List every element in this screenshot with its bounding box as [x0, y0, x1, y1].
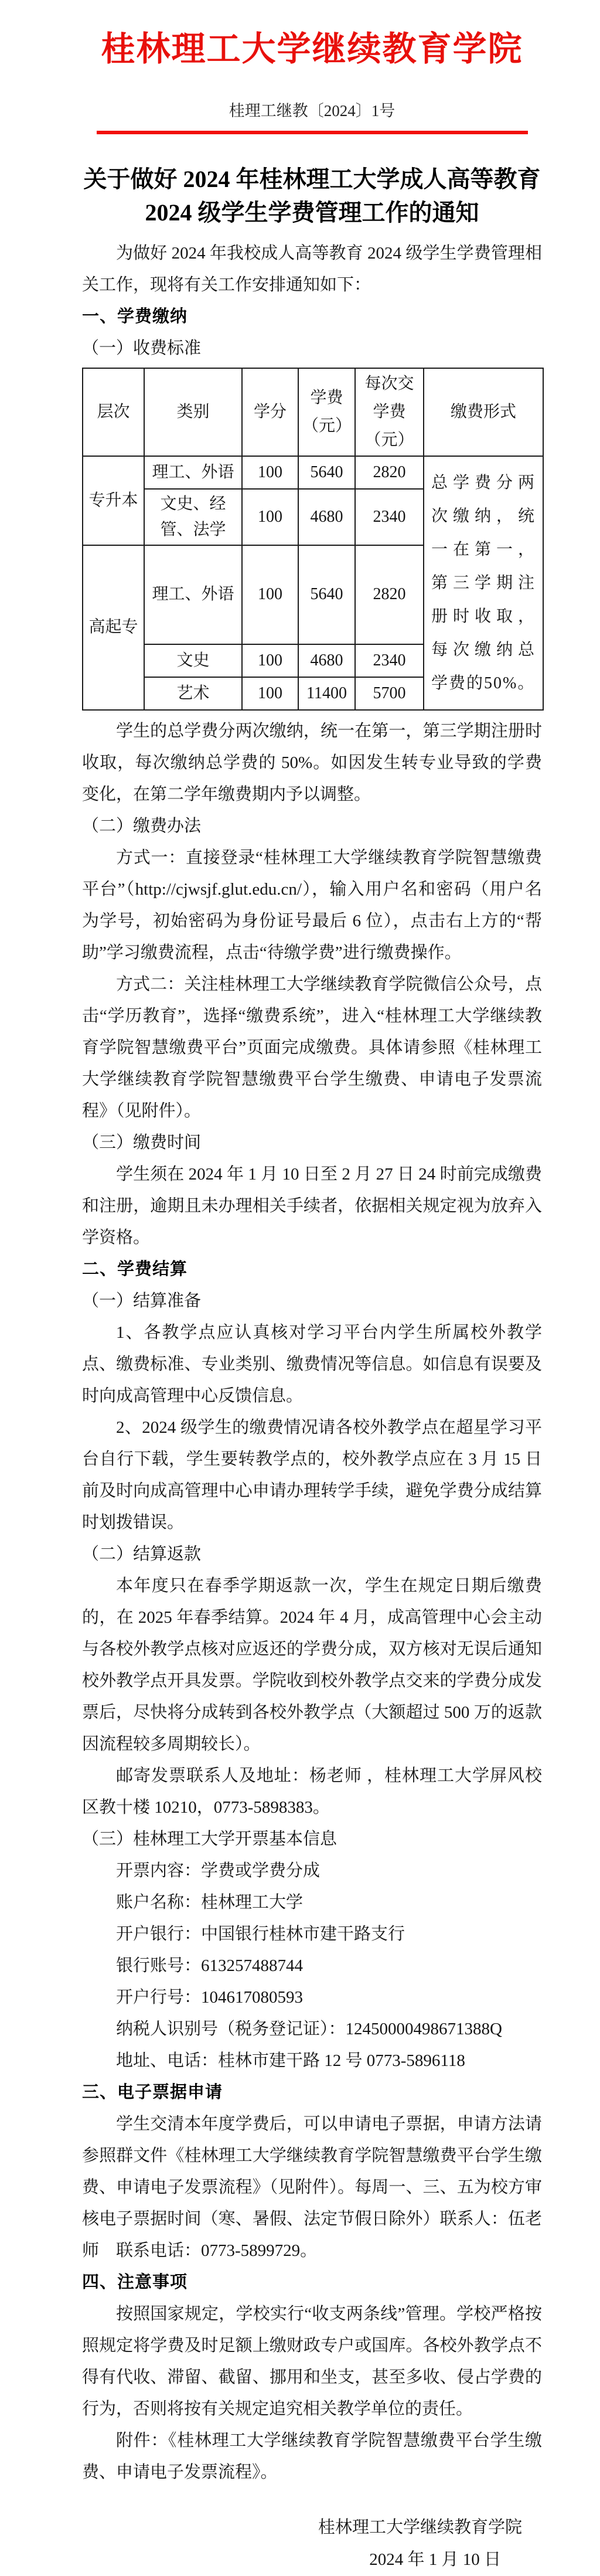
heading-section-3: 三、电子票据申请 [82, 2082, 223, 2102]
paragraph-deadline: 学生须在 2024 年 1 月 10 日至 2 月 27 日 24 时前完成缴费和注册，逾期且未办理相关手续者，依据相关规定视为放弃入学资格。 [82, 1164, 542, 1247]
header-cell-payment-form: 缴费形式 [424, 368, 543, 456]
paragraph-intro: 为做好 2024 年我校成人高等教育 2024 级学生学费管理相关工作，现将有关工作安排通知如下： [82, 243, 542, 294]
doc-title [82, 162, 542, 229]
invoice-info-bank-number: 开户行号：104617080593 [116, 1987, 304, 2007]
heading-section-4: 四、注意事项 [82, 2272, 188, 2292]
doc-body [82, 237, 542, 2576]
cell-per-payment: 5700 [355, 677, 424, 710]
header-cell-per-payment-line1: 每次交 [364, 374, 414, 393]
paragraph-settle-prep-2: 2、2024 级学生的缴费情况请各校外教学点在超星学习平台自行下载，学生要转教学点的，校外教学点应在 3 月 15 日前及时向成高管理中心申请办理转学手续，避免学费分成结算时划拨错误。 [82, 1418, 542, 1532]
paragraph-method-2: 方式二：关注桂林理工大学继续教育学院微信公众号，点击“学历教育”，选择“缴费系统”，进入“桂林理工大学继续教育学院智慧缴费平台”页面完成缴费。具体请参照《桂林理工大学继续教育学院智慧缴费平台学生缴费、申请电子发票流程》（见附件）。 [82, 974, 542, 1120]
cell-per-payment: 2340 [355, 489, 424, 545]
cell-payment-form-note: 总学费分两次缴纳，统一在第一，第三学期注册时收取，每次缴纳总学费的50%。 [424, 456, 543, 710]
invoice-info-list [82, 1855, 542, 2077]
header-cell-category: 类别 [144, 368, 242, 456]
subheading-2-3: （三）桂林理工大学开票基本信息 [82, 1829, 338, 1848]
subheading-1-3: （三）缴费时间 [82, 1133, 202, 1152]
cell-credits: 100 [242, 677, 298, 710]
cell-category: 理工、外语 [144, 456, 242, 489]
doc-title-line2: 2024 级学生学费管理工作的通知 [145, 199, 479, 226]
header-cell-credits: 学分 [242, 368, 298, 456]
doc-title-line1: 关于做好 2024 年桂林理工大学成人高等教育 [83, 165, 541, 192]
signature-block [82, 2512, 542, 2576]
cell-credits: 100 [242, 644, 298, 677]
cell-tuition: 4680 [298, 489, 355, 545]
red-divider-rule [97, 131, 528, 134]
header-cell-level: 层次 [83, 368, 144, 456]
cell-category: 理工、外语 [144, 545, 242, 644]
invoice-info-bank: 开户银行：中国银行桂林市建干路支行 [116, 1924, 405, 1943]
subheading-2-1: （一）结算准备 [82, 1291, 202, 1310]
invoice-info-address-phone: 地址、电话：桂林市建干路 12 号 0773-5896118 [116, 2051, 465, 2070]
subheading-2-2: （二）结算返款 [82, 1544, 202, 1564]
cell-per-payment: 2340 [355, 644, 424, 677]
invoice-info-content: 开票内容：学费或学费分成 [116, 1861, 321, 1880]
cell-tuition: 5640 [298, 545, 355, 644]
cell-tuition: 4680 [298, 644, 355, 677]
subheading-1-1: （一）收费标准 [82, 338, 202, 358]
letterhead-org-title: 桂林理工大学继续教育学院 [101, 30, 523, 68]
doc-number: 桂理工继教〔2024〕1号 [229, 101, 396, 120]
cell-level-gaoqizhuan: 高起专 [83, 545, 144, 710]
heading-section-2: 二、学费结算 [82, 1259, 188, 1279]
cell-category: 文史 [144, 644, 242, 677]
signature-date: 2024 年 1 月 10 日 [369, 2550, 501, 2569]
cell-credits: 100 [242, 545, 298, 644]
cell-credits: 100 [242, 456, 298, 489]
invoice-info-tax-id: 纳税人识别号（税务登记证）：12450000498671388Q [116, 2019, 502, 2038]
fee-table-header-row [83, 368, 543, 456]
paragraph-attachment: 附件：《桂林理工大学继续教育学院智慧缴费平台学生缴费、申请电子发票流程》。 [82, 2431, 542, 2482]
paragraph-notes: 按照国家规定，学校实行“收支两条线”管理。学校严格按照规定将学费及时足额上缴财政专户或国库。各校外教学点不得有代收、滞留、截留、挪用和坐支，甚至多收、侵占学费的行为，否则将按有关规定追究相关教学单位的责任。 [82, 2304, 542, 2418]
cell-per-payment: 2820 [355, 456, 424, 489]
header-cell-per-payment-line3: （元） [364, 430, 414, 449]
cell-category: 艺术 [144, 677, 242, 710]
heading-section-1: 一、学费缴纳 [82, 307, 188, 326]
table-row [83, 456, 543, 489]
paragraph-settle-prep-1: 1、各教学点应认真核对学习平台内学生所属校外教学点、缴费标准、专业类别、缴费情况等信息。如信息有误要及时向成高管理中心反馈信息。 [82, 1323, 542, 1405]
paragraph-refund: 本年度只在春季学期返款一次，学生在规定日期后缴费的，在 2025 年春季结算。2024 年 4 月，成高管理中心会主动与各校外教学点核对应返还的学费分成，双方核对无误后通知校外教学点开具发票。学院收到校外教学点交来的学费分成发票后，尽快将分成转到各校外教学点（大额超过 500 万的返款因流程较多周期较长）。 [82, 1576, 542, 1753]
header-cell-tuition-line1: 学费 [310, 388, 343, 407]
header-cell-per-payment-line2: 学费 [373, 402, 406, 421]
header-cell-tuition [298, 368, 355, 456]
cell-level-zhuanshengben: 专升本 [83, 456, 144, 545]
paragraph-e-receipt: 学生交清本年度学费后，可以申请电子票据，申请方法请参照群文件《桂林理工大学继续教育学院智慧缴费平台学生缴费、申请电子发票流程》（见附件）。每周一、三、五为校方审核电子票据时间（寒、暑假、法定节假日除外）联系人：伍老师 联系电话：0773-5899729。 [82, 2114, 542, 2260]
header-cell-tuition-line2: （元） [302, 416, 352, 435]
paragraph-invoice-mail: 邮寄发票联系人及地址：杨老师 ，桂林理工大学屏风校区教十楼 10210，0773-5898383。 [82, 1766, 542, 1817]
header-cell-per-payment [355, 368, 424, 456]
cell-tuition: 11400 [298, 677, 355, 710]
invoice-info-account-name: 账户名称：桂林理工大学 [116, 1892, 304, 1912]
subheading-1-2: （二）缴费办法 [82, 816, 202, 835]
cell-category: 文史、经管、法学 [144, 489, 242, 545]
cell-per-payment: 2820 [355, 545, 424, 644]
signature-org: 桂林理工大学继续教育学院 [318, 2517, 522, 2537]
invoice-info-account-number: 银行账号：613257488744 [116, 1956, 304, 1975]
fee-table [82, 368, 544, 711]
paragraph-table-note: 学生的总学费分两次缴纳，统一在第一，第三学期注册时收取，每次缴纳总学费的 50%。如因发生转专业导致的学费变化，在第二学年缴费期内予以调整。 [82, 721, 542, 804]
cell-credits: 100 [242, 489, 298, 545]
paragraph-method-1: 方式一：直接登录“桂林理工大学继续教育学院智慧缴费平台”（http://cjwsjf.glut.edu.cn/），输入用户名和密码（用户名为学号，初始密码为身份证号最后 6 位），点击右上方的“帮助”学习缴费流程，点击“待缴学费”进行缴费操作。 [82, 848, 542, 962]
cell-tuition: 5640 [298, 456, 355, 489]
